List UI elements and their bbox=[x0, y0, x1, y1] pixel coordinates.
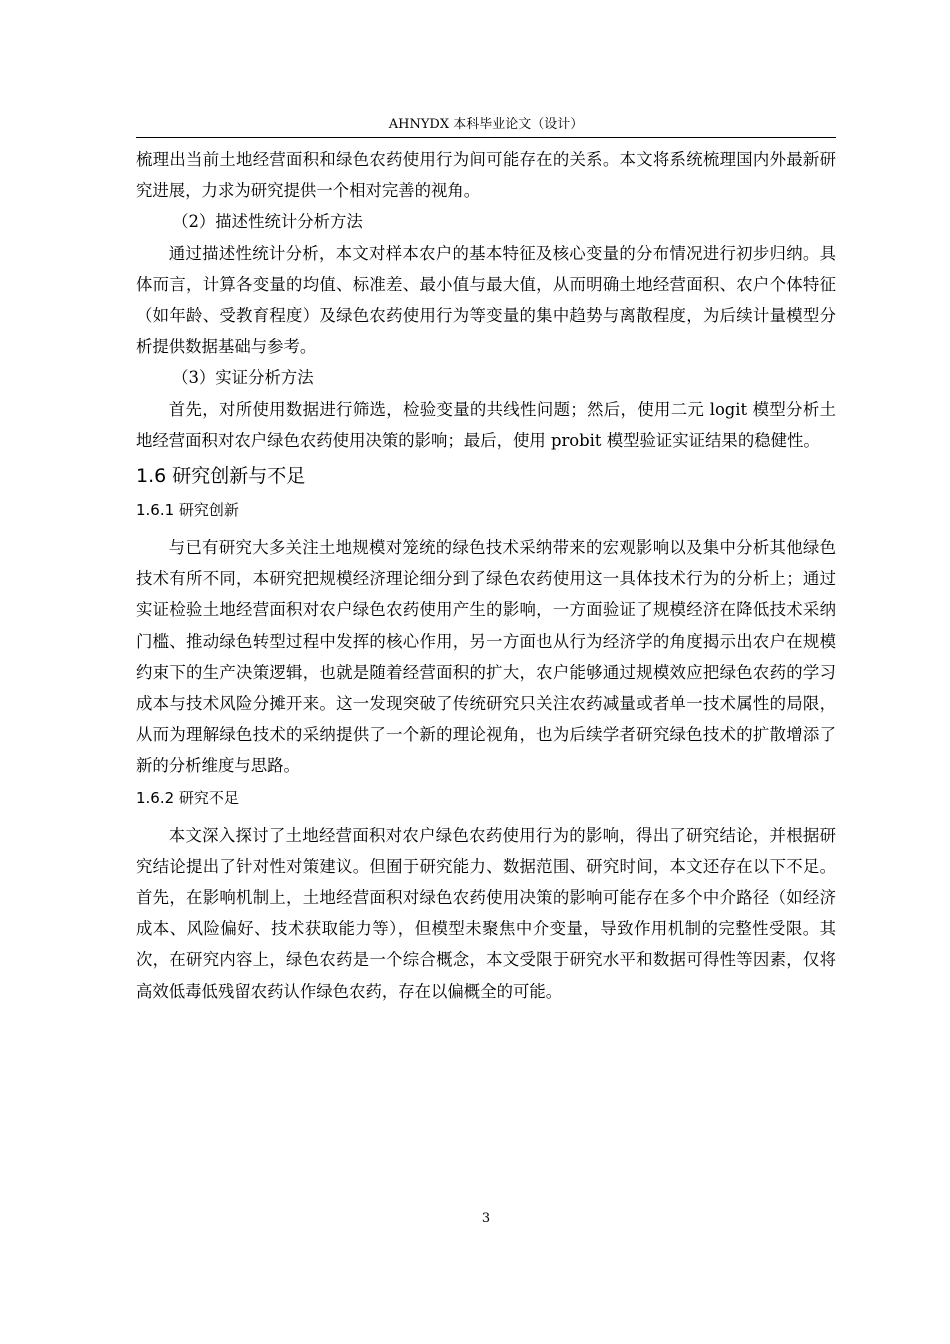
running-header: AHNYDX 本科毕业论文（设计） bbox=[388, 117, 584, 132]
paragraph-continued: 梳理出当前土地经营面积和绿色农药使用行为间可能存在的关系。本文将系统梳理国内外最新研究进展，力求为研究提供一个相对完善的视角。 bbox=[136, 150, 836, 201]
subsection-descriptive-stats: （2）描述性统计分析方法 bbox=[172, 212, 363, 232]
paragraph-descriptive-stats: 通过描述性统计分析，本文对样本农户的基本特征及核心变量的分布情况进行初步归纳。具体而言，计算各变量的均值、标准差、最小值与最大值，从而明确土地经营面积、农户个体特征（如年龄、受教育程度）及绿色农药使用行为等变量的集中趋势与离散程度，为后续计量模型分析提供数据基础与参考。 bbox=[136, 243, 836, 357]
section-heading-1-6: 1.6 研究创新与不足 bbox=[136, 465, 306, 488]
paragraph-shortcoming: 本文深入探讨了土地经营面积对农户绿色农药使用行为的影响，得出了研究结论，并根据研究结论提出了针对性对策建议。但囿于研究能力、数据范围、研究时间，本文还存在以下不足。首先，在影响机制上，土地经营面积对绿色农药使用决策的影响可能存在多个中介路径（如经济成本、风险偏好、技术获取能力等），但模型未聚焦中介变量，导致作用机制的完整性受限。其次，在研究内容上，绿色农药是一个综合概念，本文受限于研究水平和数据可得性等因素，仅将高效低毒低残留农药认作绿色农药，存在以偏概全的可能。 bbox=[136, 825, 836, 1001]
page-number: 3 bbox=[481, 1211, 491, 1226]
section-heading-1-6-2: 1.6.2 研究不足 bbox=[136, 788, 239, 807]
subsection-empirical-method: （3）实证分析方法 bbox=[172, 368, 314, 388]
header-rule bbox=[136, 137, 836, 138]
paragraph-innovation: 与已有研究大多关注土地规模对笼统的绿色技术采纳带来的宏观影响以及集中分析其他绿色技术有所不同，本研究把规模经济理论细分到了绿色农药使用这一具体技术行为的分析上；通过实证检验土地经营面积对农户绿色农药使用产生的影响，一方面验证了规模经济在降低技术采纳门槛、推动绿色转型过程中发挥的核心作用，另一方面也从行为经济学的角度揭示出农户在规模约束下的生产决策逻辑，也就是随着经营面积的扩大，农户能够通过规模效应把绿色农药的学习成本与技术风险分摊开来。这一发现突破了传统研究只关注农药减量或者单一技术属性的局限，从而为理解绿色技术的采纳提供了一个新的理论视角，也为后续学者研究绿色技术的扩散增添了新的分析维度与思路。 bbox=[136, 538, 836, 776]
page-body bbox=[136, 144, 836, 1007]
paragraph-empirical-method: 首先，对所使用数据进行筛选，检验变量的共线性问题；然后，使用二元 logit 模型分析土地经营面积对农户绿色农药使用决策的影响；最后，使用 probit 模型验证实证结果的稳健性。 bbox=[136, 399, 836, 450]
section-heading-1-6-1: 1.6.1 研究创新 bbox=[136, 501, 239, 520]
